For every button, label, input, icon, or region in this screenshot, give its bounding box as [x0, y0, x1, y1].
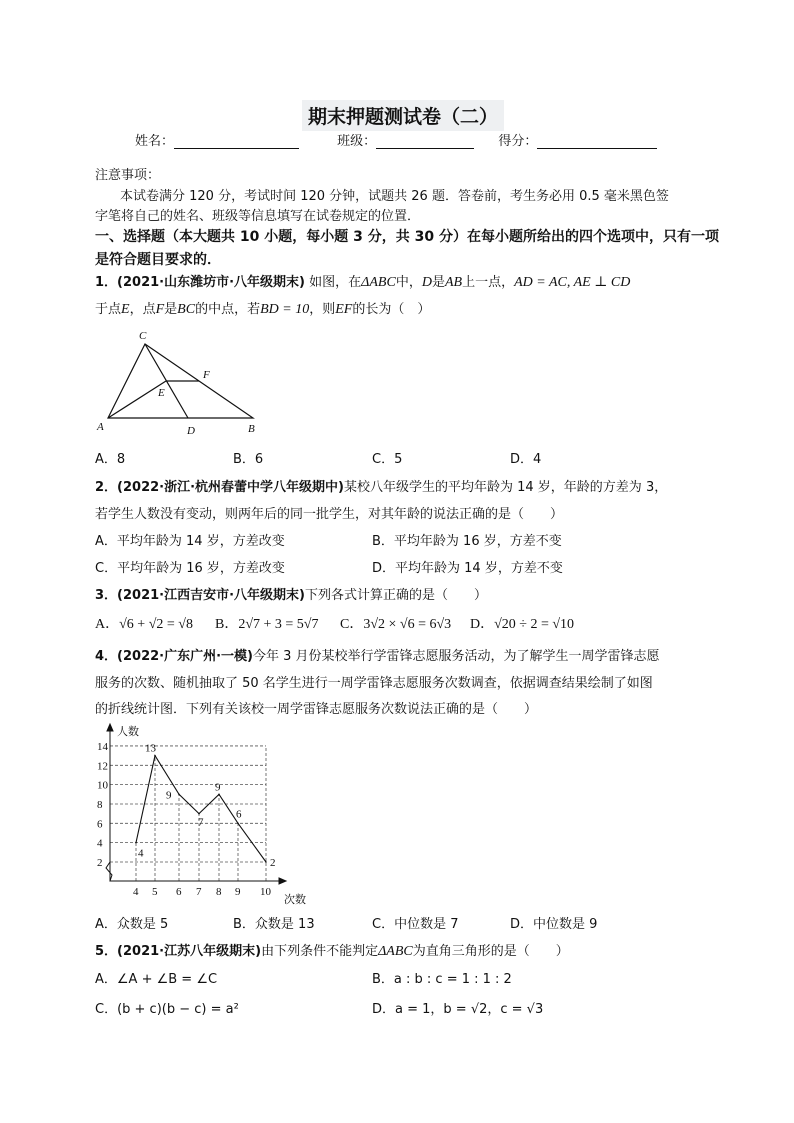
series-line: [136, 756, 266, 862]
option-c[interactable]: C．平均年龄为 16 岁，方差改变: [95, 561, 285, 576]
x-tick-label: 5: [152, 886, 158, 898]
data-label: 6: [236, 808, 242, 821]
x-tick-label: 7: [196, 886, 202, 898]
data-label: 2: [270, 857, 276, 869]
y-tick-label: 6: [97, 818, 103, 831]
text: 的中点，若: [195, 302, 261, 317]
text: ，则: [309, 302, 336, 317]
option-d[interactable]: D．a = 1，b = √2，c = √3: [372, 1002, 544, 1017]
x-tick-label: 4: [133, 886, 139, 898]
option-c[interactable]: C．5: [372, 452, 403, 467]
text: 中，: [395, 275, 422, 290]
y-tick-label: 4: [97, 837, 103, 850]
math: ΔABC: [378, 944, 413, 959]
x-tick-label: 8: [216, 886, 222, 898]
data-point: [198, 813, 200, 815]
option-d[interactable]: D．平均年龄为 14 岁，方差不变: [372, 561, 563, 576]
text: 上一点，: [462, 275, 515, 290]
notice-text: 本试卷满分 120 分，考试时间 120 分钟，试题共 26 题．答卷前，考生务必用 0.5 毫米黑色签: [120, 189, 669, 204]
label-a: A: [97, 421, 104, 433]
x-tick-label: 9: [235, 886, 241, 898]
question-2-line2: 若学生人数没有变动，则两年后的同一批学生，对其年龄的说法正确的是（ ）: [95, 507, 564, 522]
question-source: 2．(2022·浙江·杭州春蕾中学八年级期中): [95, 480, 344, 495]
section-heading: 是符合题目要求的．: [95, 252, 221, 268]
x-tick-label: 10: [260, 886, 271, 898]
y-axis-label: 人数: [117, 726, 139, 738]
question-5: [95, 940, 569, 960]
text: ，点: [129, 302, 156, 317]
text: 由下列条件不能判定: [261, 944, 379, 959]
y-tick-label: 12: [97, 760, 108, 773]
y-tick-label: 2: [97, 857, 103, 869]
data-label: 7: [198, 816, 204, 829]
math: F: [155, 302, 165, 317]
math: BC: [177, 302, 196, 317]
notice-text: 字笔将自己的姓名、班级等信息填写在试卷规定的位置．: [95, 209, 421, 224]
option-a[interactable]: A．众数是 5: [95, 917, 169, 932]
math: E: [121, 302, 130, 317]
data-point: [218, 794, 220, 796]
score-label: 得分：: [498, 134, 538, 149]
option-c[interactable]: C．3√2 × √6 = 6√3: [340, 617, 452, 632]
option-b[interactable]: B．众数是 13: [233, 917, 315, 932]
question-4-line3: 的折线统计图．下列有关该校一周学雷锋志愿服务次数说法正确的是（ ）: [95, 702, 538, 717]
option-b[interactable]: B．平均年龄为 16 岁，方差不变: [372, 534, 562, 549]
option-a[interactable]: A．√6 + √2 = √8: [95, 617, 193, 632]
page-title: 期末押题测试卷（二）: [302, 100, 504, 131]
option-d[interactable]: D．4: [510, 452, 542, 467]
option-c[interactable]: C．中位数是 7: [372, 917, 459, 932]
data-label: 4: [138, 847, 144, 860]
x-axis-label: 次数: [284, 894, 306, 906]
math: D: [421, 275, 432, 290]
label-c: C: [139, 330, 147, 342]
data-label: 9: [166, 789, 172, 802]
data-point: [154, 755, 156, 757]
math: AD = AC, AE ⊥ CD: [514, 275, 631, 290]
text: 是: [164, 302, 178, 317]
label-e: E: [158, 387, 165, 399]
question-source: 1．(2021·山东潍坊市·八年级期末): [95, 275, 305, 290]
option-b[interactable]: B．6: [233, 452, 264, 467]
section-heading: 一、选择题（本大题共 10 小题，每小题 3 分，共 30 分）在每小题所给出的四个选项中，只有一项: [95, 229, 719, 245]
option-c[interactable]: C．(b + c)(b − c) = a²: [95, 1002, 239, 1017]
data-point: [178, 794, 180, 796]
y-tick-label: 8: [97, 798, 103, 811]
text: 为直角三角形的是（ ）: [412, 944, 569, 959]
text: 是: [431, 275, 445, 290]
data-point: [135, 842, 137, 844]
data-point: [265, 861, 267, 863]
class-label: 班级：: [337, 134, 377, 149]
math: ΔABC: [361, 275, 396, 290]
math: BD = 10: [260, 302, 310, 317]
data-label: 9: [215, 781, 221, 794]
label-b: B: [248, 423, 255, 435]
option-d[interactable]: D．√20 ÷ 2 = √10: [470, 617, 575, 632]
text: 某校八年级学生的平均年龄为 14 岁，年龄的方差为 3，: [344, 480, 668, 495]
text: 如图，在: [309, 275, 362, 290]
text: 今年 3 月份某校举行学雷锋志愿服务活动，为了解学生一周学雷锋志愿: [253, 649, 660, 664]
y-tick-label: 14: [97, 740, 108, 753]
option-b[interactable]: B．a : b : c = 1 : 1 : 2: [372, 972, 512, 987]
chart-grid: [110, 746, 266, 881]
x-axis-break: [106, 862, 264, 881]
name-label: 姓名：: [135, 134, 175, 149]
label-f: F: [203, 369, 210, 381]
data-label: 13: [145, 742, 156, 755]
option-a[interactable]: A．平均年龄为 14 岁，方差改变: [95, 534, 285, 549]
label-d: D: [187, 425, 195, 437]
question-source: 5．(2021·江苏八年级期末): [95, 944, 262, 959]
option-a[interactable]: A．∠A + ∠B = ∠C: [95, 972, 218, 987]
text: 的长为（ ）: [352, 302, 431, 317]
option-b[interactable]: B．2√7 + 3 = 5√7: [215, 617, 319, 632]
option-a[interactable]: A．8: [95, 452, 126, 467]
question-4-line2: 服务的次数、随机抽取了 50 名学生进行一周学雷锋志愿服务次数调查，依据调查结果绘制了如图: [95, 676, 653, 691]
data-point: [237, 823, 239, 825]
x-tick-label: 6: [176, 886, 182, 898]
y-axis-arrow: [107, 724, 113, 731]
notice-heading: 注意事项：: [95, 168, 161, 183]
question-source: 4．(2022·广东广州·一模): [95, 649, 253, 664]
math: EF: [335, 302, 353, 317]
math: AB: [444, 275, 463, 290]
x-axis-arrow: [279, 878, 286, 884]
text: 下列各式计算正确的是（ ）: [305, 588, 488, 603]
option-d[interactable]: D．中位数是 9: [510, 917, 598, 932]
y-tick-label: 10: [97, 779, 108, 792]
text: 于点: [95, 302, 122, 317]
question-source: 3．(2021·江西吉安市·八年级期末): [95, 588, 305, 603]
